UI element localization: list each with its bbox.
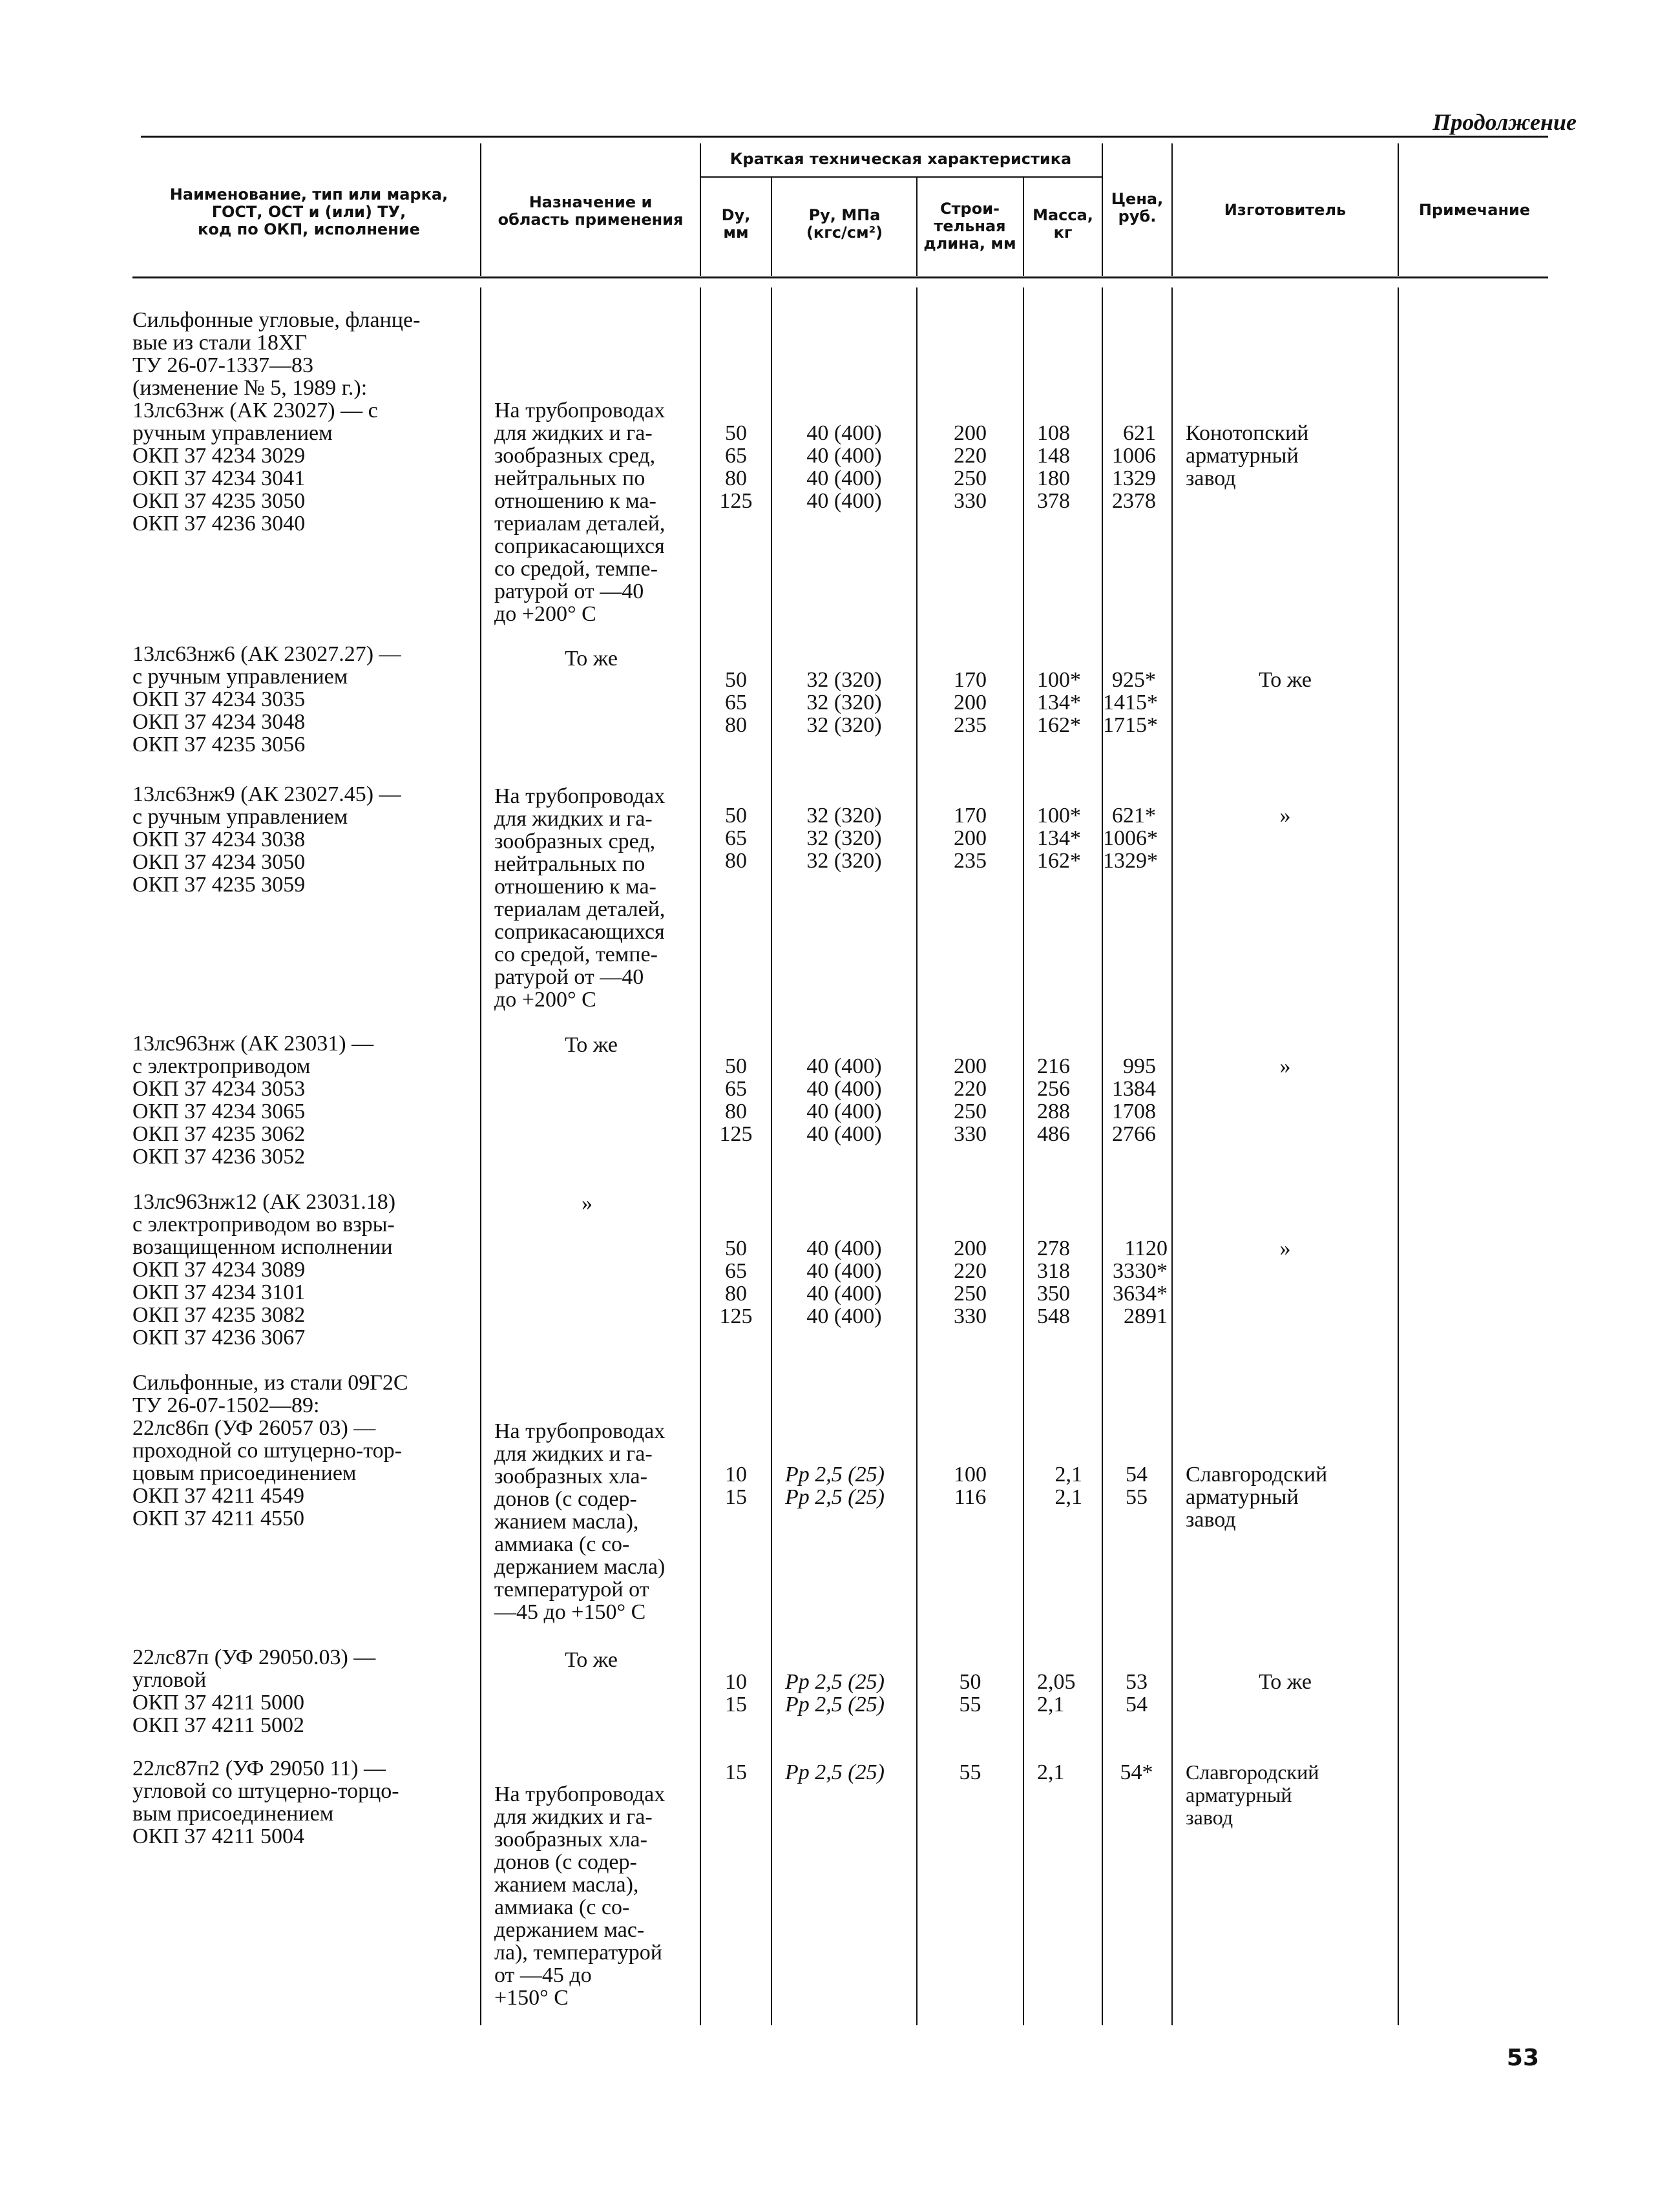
hdr-sep-6: [1102, 143, 1103, 276]
row-7-dy: 10 15: [725, 1670, 747, 1716]
row-4-price: 995 1384 1708 2766: [1112, 1054, 1156, 1146]
row-5-maker: »: [1279, 1236, 1291, 1260]
row-1-length: 200 220 250 330: [954, 421, 987, 513]
row-6-length: 100 116: [954, 1463, 987, 1509]
row-1-price: 621 1006 1329 2378: [1112, 421, 1156, 513]
row-4-dy: 50 65 80 125: [719, 1054, 753, 1146]
row-4-name: 13лс963нж (АК 23031) — с электроприводом ОКП 37 4234 3053 ОКП 37 4234 3065 ОКП 37 4235 3062 ОКП 37 4236 3052: [132, 1032, 374, 1169]
row-5-purpose: »: [582, 1191, 593, 1215]
row-5-name: 13лс963нж12 (АК 23031.18) с электроприводом во взры- возащищенном исполнении ОКП 37 4234 3089 ОКП 37 4234 3101 ОКП 37 4235 3082 ОКП 37 4236 3067: [132, 1190, 396, 1350]
row-7-length: 50 55: [959, 1670, 981, 1716]
header-mass: Масса, кг: [1033, 206, 1093, 242]
header-bottom-rule: [132, 276, 1548, 278]
row-8-maker: Славгородский арматурный завод: [1186, 1760, 1319, 1829]
row-1-maker: Конотопский арматурный завод: [1186, 421, 1309, 490]
hdr-sep-1: [480, 143, 481, 276]
row-8-price: 54*: [1120, 1760, 1153, 1784]
row-3-py: 32 (320) 32 (320) 32 (320): [806, 804, 882, 873]
row-8-name: 22лс87п2 (УФ 29050 11) — угловой со штуцерно-торцо- вым присоединением ОКП 37 4211 5004: [132, 1757, 399, 1848]
row-1-purpose: На трубопроводах для жидких и га- зообразных сред, нейтральных по отношению к ма- териалам деталей, соприкасающихся со средой, темпе- ратурой от —40 до +200° С: [494, 399, 666, 626]
row-1-name: Сильфонные угловые, фланце- вые из стали 18ХГ ТУ 26-07-1337—83 (изменение № 5, 1989 г.): 13лс63нж (АК 23027) — с ручным управлением ОКП 37 4234 3029 ОКП 37 4234 3041 ОКП 37 4235 3050 ОКП 37 4236 3040: [132, 308, 421, 536]
row-4-py: 40 (400) 40 (400) 40 (400) 40 (400): [806, 1054, 882, 1146]
row-7-maker: То же: [1259, 1670, 1312, 1694]
row-6-price: 54 55: [1126, 1463, 1148, 1509]
row-2-maker: То же: [1259, 668, 1312, 692]
row-3-purpose: На трубопроводах для жидких и га- зообразных сред, нейтральных по отношению к ма- териалам деталей, соприкасающихся со средой, темпе- ратурой от —40 до +200° С: [494, 784, 666, 1012]
row-6-mass: 2,1 2,1: [1054, 1463, 1082, 1509]
row-2-py: 32 (320) 32 (320) 32 (320): [806, 668, 882, 737]
header-dy: Dу, мм: [721, 206, 751, 242]
row-7-purpose: То же: [565, 1648, 618, 1672]
hdr-sep-8: [1398, 143, 1399, 276]
row-5-py: 40 (400) 40 (400) 40 (400) 40 (400): [806, 1236, 882, 1328]
row-3-name: 13лс63нж9 (АК 23027.45) — с ручным управлением ОКП 37 4234 3038 ОКП 37 4234 3050 ОКП 37 4235 3059: [132, 782, 401, 897]
header-note: Примечание: [1418, 201, 1531, 219]
continuation-label: Продолжение: [1432, 109, 1577, 135]
hdr-sep-7: [1171, 143, 1173, 276]
row-8-py: Pр 2,5 (25): [785, 1760, 885, 1784]
header-tech-group: Краткая техническая характеристика: [729, 150, 1072, 168]
row-6-py: Pр 2,5 (25) Pр 2,5 (25): [785, 1463, 885, 1509]
row-5-mass: 278 318 350 548: [1037, 1236, 1070, 1328]
top-rule: [141, 136, 1548, 138]
header-purpose-col: Назначение и область применения: [498, 193, 684, 229]
header-py: Pу, МПа (кгс/см²): [806, 206, 883, 242]
row-6-name: Сильфонные, из стали 09Г2С ТУ 26-07-1502—89: 22лс86п (УФ 26057 03) — проходной со штуцерно-тор- цовым присоединением ОКП 37 4211 4549 ОКП 37 4211 4550: [132, 1371, 408, 1530]
body-sep-8: [1398, 287, 1399, 2025]
body-sep-5: [1023, 287, 1024, 2025]
row-3-dy: 50 65 80: [725, 804, 747, 873]
page-number: 53: [1506, 2045, 1539, 2071]
row-8-length: 55: [959, 1760, 981, 1784]
hdr-sep-5: [1023, 178, 1024, 276]
row-6-purpose: На трубопроводах для жидких и га- зообразных хла- донов (с содер- жанием масла), аммиака (с со- держанием масла) температурой от —45 до +150° С: [494, 1419, 666, 1624]
hdr-sep-3: [771, 178, 772, 276]
row-8-dy: 15: [725, 1760, 747, 1784]
row-1-dy: 50 65 80 125: [719, 421, 753, 513]
row-4-length: 200 220 250 330: [954, 1054, 987, 1146]
row-7-price: 53 54: [1126, 1670, 1148, 1716]
row-2-mass: 100* 134* 162*: [1037, 668, 1081, 737]
body-sep-7: [1171, 287, 1173, 2025]
row-2-dy: 50 65 80: [725, 668, 747, 737]
row-8-purpose: На трубопроводах для жидких и га- зообразных хла- донов (с содер- жанием масла), аммиака (с со- держанием мас- ла), температурой от —45 до +150° С: [494, 1782, 666, 2010]
row-4-purpose: То же: [565, 1033, 618, 1057]
row-3-length: 170 200 235: [954, 804, 987, 873]
row-5-length: 200 220 250 330: [954, 1236, 987, 1328]
body-sep-1: [480, 287, 481, 2025]
hdr-sep-2: [700, 143, 701, 276]
row-7-mass: 2,05 2,1: [1037, 1670, 1076, 1716]
row-7-name: 22лс87п (УФ 29050.03) — угловой ОКП 37 4211 5000 ОКП 37 4211 5002: [132, 1645, 376, 1737]
row-4-mass: 216 256 288 486: [1037, 1054, 1070, 1146]
row-2-name: 13лс63нж6 (АК 23027.27) — с ручным управлением ОКП 37 4234 3035 ОКП 37 4234 3048 ОКП 37 4235 3056: [132, 642, 401, 756]
row-3-maker: »: [1279, 804, 1291, 828]
header-maker: Изготовитель: [1224, 201, 1347, 219]
row-2-purpose: То же: [565, 647, 618, 671]
row-6-maker: Славгородский арматурный завод: [1186, 1463, 1328, 1532]
row-2-length: 170 200 235: [954, 668, 987, 737]
header-price: Цена, руб.: [1111, 190, 1164, 225]
row-1-mass: 108 148 180 378: [1037, 421, 1070, 513]
row-2-price: 925* 1415* 1715*: [1103, 668, 1158, 737]
body-sep-3: [771, 287, 772, 2025]
row-6-dy: 10 15: [725, 1463, 747, 1509]
row-5-price: 1120 3330* 3634* 2891: [1113, 1236, 1168, 1328]
row-4-maker: »: [1279, 1054, 1291, 1078]
row-5-dy: 50 65 80 125: [719, 1236, 753, 1328]
row-7-py: Pр 2,5 (25) Pр 2,5 (25): [785, 1670, 885, 1716]
header-length: Строи- тельная длина, мм: [923, 200, 1016, 253]
tech-group-underline: [701, 176, 1102, 178]
row-3-mass: 100* 134* 162*: [1037, 804, 1081, 873]
header-name-col: Наименование, тип или марка, ГОСТ, ОСТ и (или) ТУ, код по ОКП, исполнение: [169, 185, 448, 238]
row-8-mass: 2,1: [1037, 1760, 1065, 1784]
row-3-price: 621* 1006* 1329*: [1103, 804, 1158, 873]
row-1-py: 40 (400) 40 (400) 40 (400) 40 (400): [806, 421, 882, 513]
